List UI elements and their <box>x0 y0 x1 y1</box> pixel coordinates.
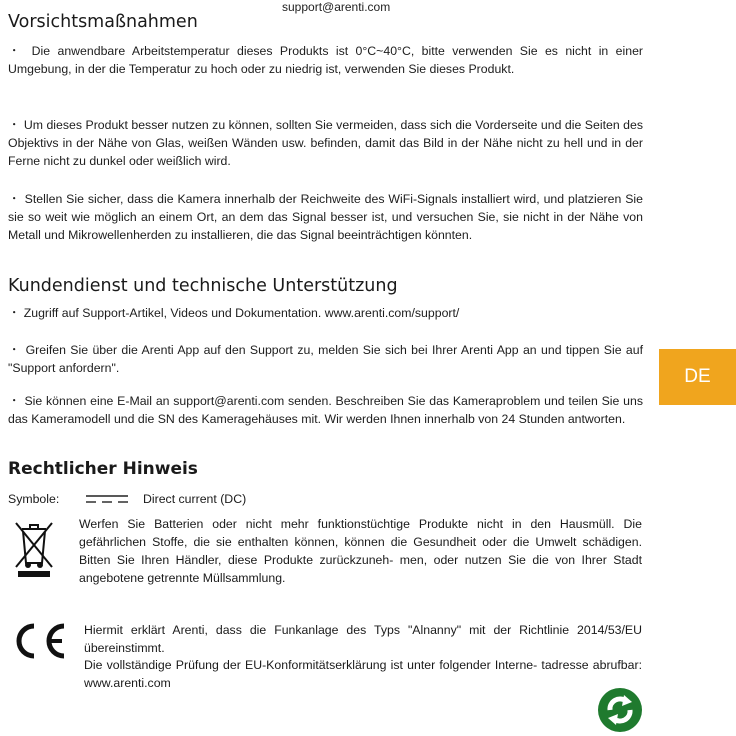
recycle-arrows-icon <box>596 686 644 734</box>
ce-declaration <box>84 622 642 692</box>
precautions-title: Vorsichtsmaßnahmen <box>8 12 198 32</box>
precautions-paragraph-3: ・ Stellen Sie sicher, dass die Kamera innerhalb der Reichweite des WiFi-Signals installiert wird, und platzieren Sie sie so weit wie möglich an einem Ort, an dem das Signal besser ist, und versuchen Sie, sie nicht in der Nähe von Metall und Mikrowellenherden zu installieren, die das Signal beeinträchtigen könnten. <box>8 192 643 242</box>
legal-title: Rechtlicher Hinweis <box>8 459 198 479</box>
ce-declaration-line-2: Die vollständige Prüfung der EU-Konformitätserklärung ist unter folgender Interne- tadresse abrufbar: www.arenti.com <box>84 658 642 690</box>
weee-crossed-bin-icon <box>10 517 58 579</box>
dc-symbol-icon <box>86 494 128 504</box>
support-paragraph-3: ・ Sie können eine E-Mail an support@arenti.com senden. Beschreiben Sie das Kameraproblem und teilen Sie uns das Kameramodell und die SN des Kameragehäuses mit. Wir werden Ihnen innerhalb von 24 Stunden antworten. <box>8 394 643 426</box>
ce-mark-icon <box>10 620 70 662</box>
precautions-paragraph-2: ・ Um dieses Produkt besser nutzen zu können, sollten Sie vermeiden, dass sich die Vorderseite und die Seiten des Objektivs in der Nähe von Glas, weißen Wänden usw. befinden, damit das Bild in der Nähe nicht zu hell und in der Ferne nicht zu dunkel oder weißlich wird. <box>8 118 643 168</box>
language-tab-de: DE <box>659 349 736 405</box>
ce-declaration-line-1: Hiermit erklärt Arenti, dass die Funkanlage des Typs "Alnanny" mit der Richtlinie 2014/53/EU übereinstimmt. <box>84 623 642 655</box>
dc-description: Direct current (DC) <box>143 492 247 506</box>
precautions-paragraph-1: ・ Die anwendbare Arbeitstemperatur dieses Produkts ist 0°C~40°C, bitte verwenden Sie es nicht in einer Umgebung, in der die Temperatur zu hoch oder zu niedrig ist, verwenden Sie dieses Produkt. <box>8 44 643 76</box>
support-paragraph-2: ・ Greifen Sie über die Arenti App auf den Support zu, melden Sie sich bei Ihrer Arenti App an und tippen Sie auf "Support anfordern". <box>8 343 643 375</box>
support-paragraph-1: ・ Zugriff auf Support-Artikel, Videos und Dokumentation. www.arenti.com/support/ <box>8 306 460 320</box>
symbols-label: Symbole: <box>8 492 60 506</box>
header-email: support@arenti.com <box>282 0 391 14</box>
weee-description: Werfen Sie Batterien oder nicht mehr funktionstüchtige Produkte nicht in den Hausmüll. Die gefährlichen Stoffe, die sie enthalten können, können die Gesundheit oder die Umwelt schädigen. Bitten Sie Ihren Händler, diese Produkte zurückzuneh- men, oder nutzen Sie die von Ihrer Stadt angebotene getrennte Müllsammlung. <box>79 517 642 585</box>
support-title: Kundendienst und technische Unterstützung <box>8 276 398 296</box>
